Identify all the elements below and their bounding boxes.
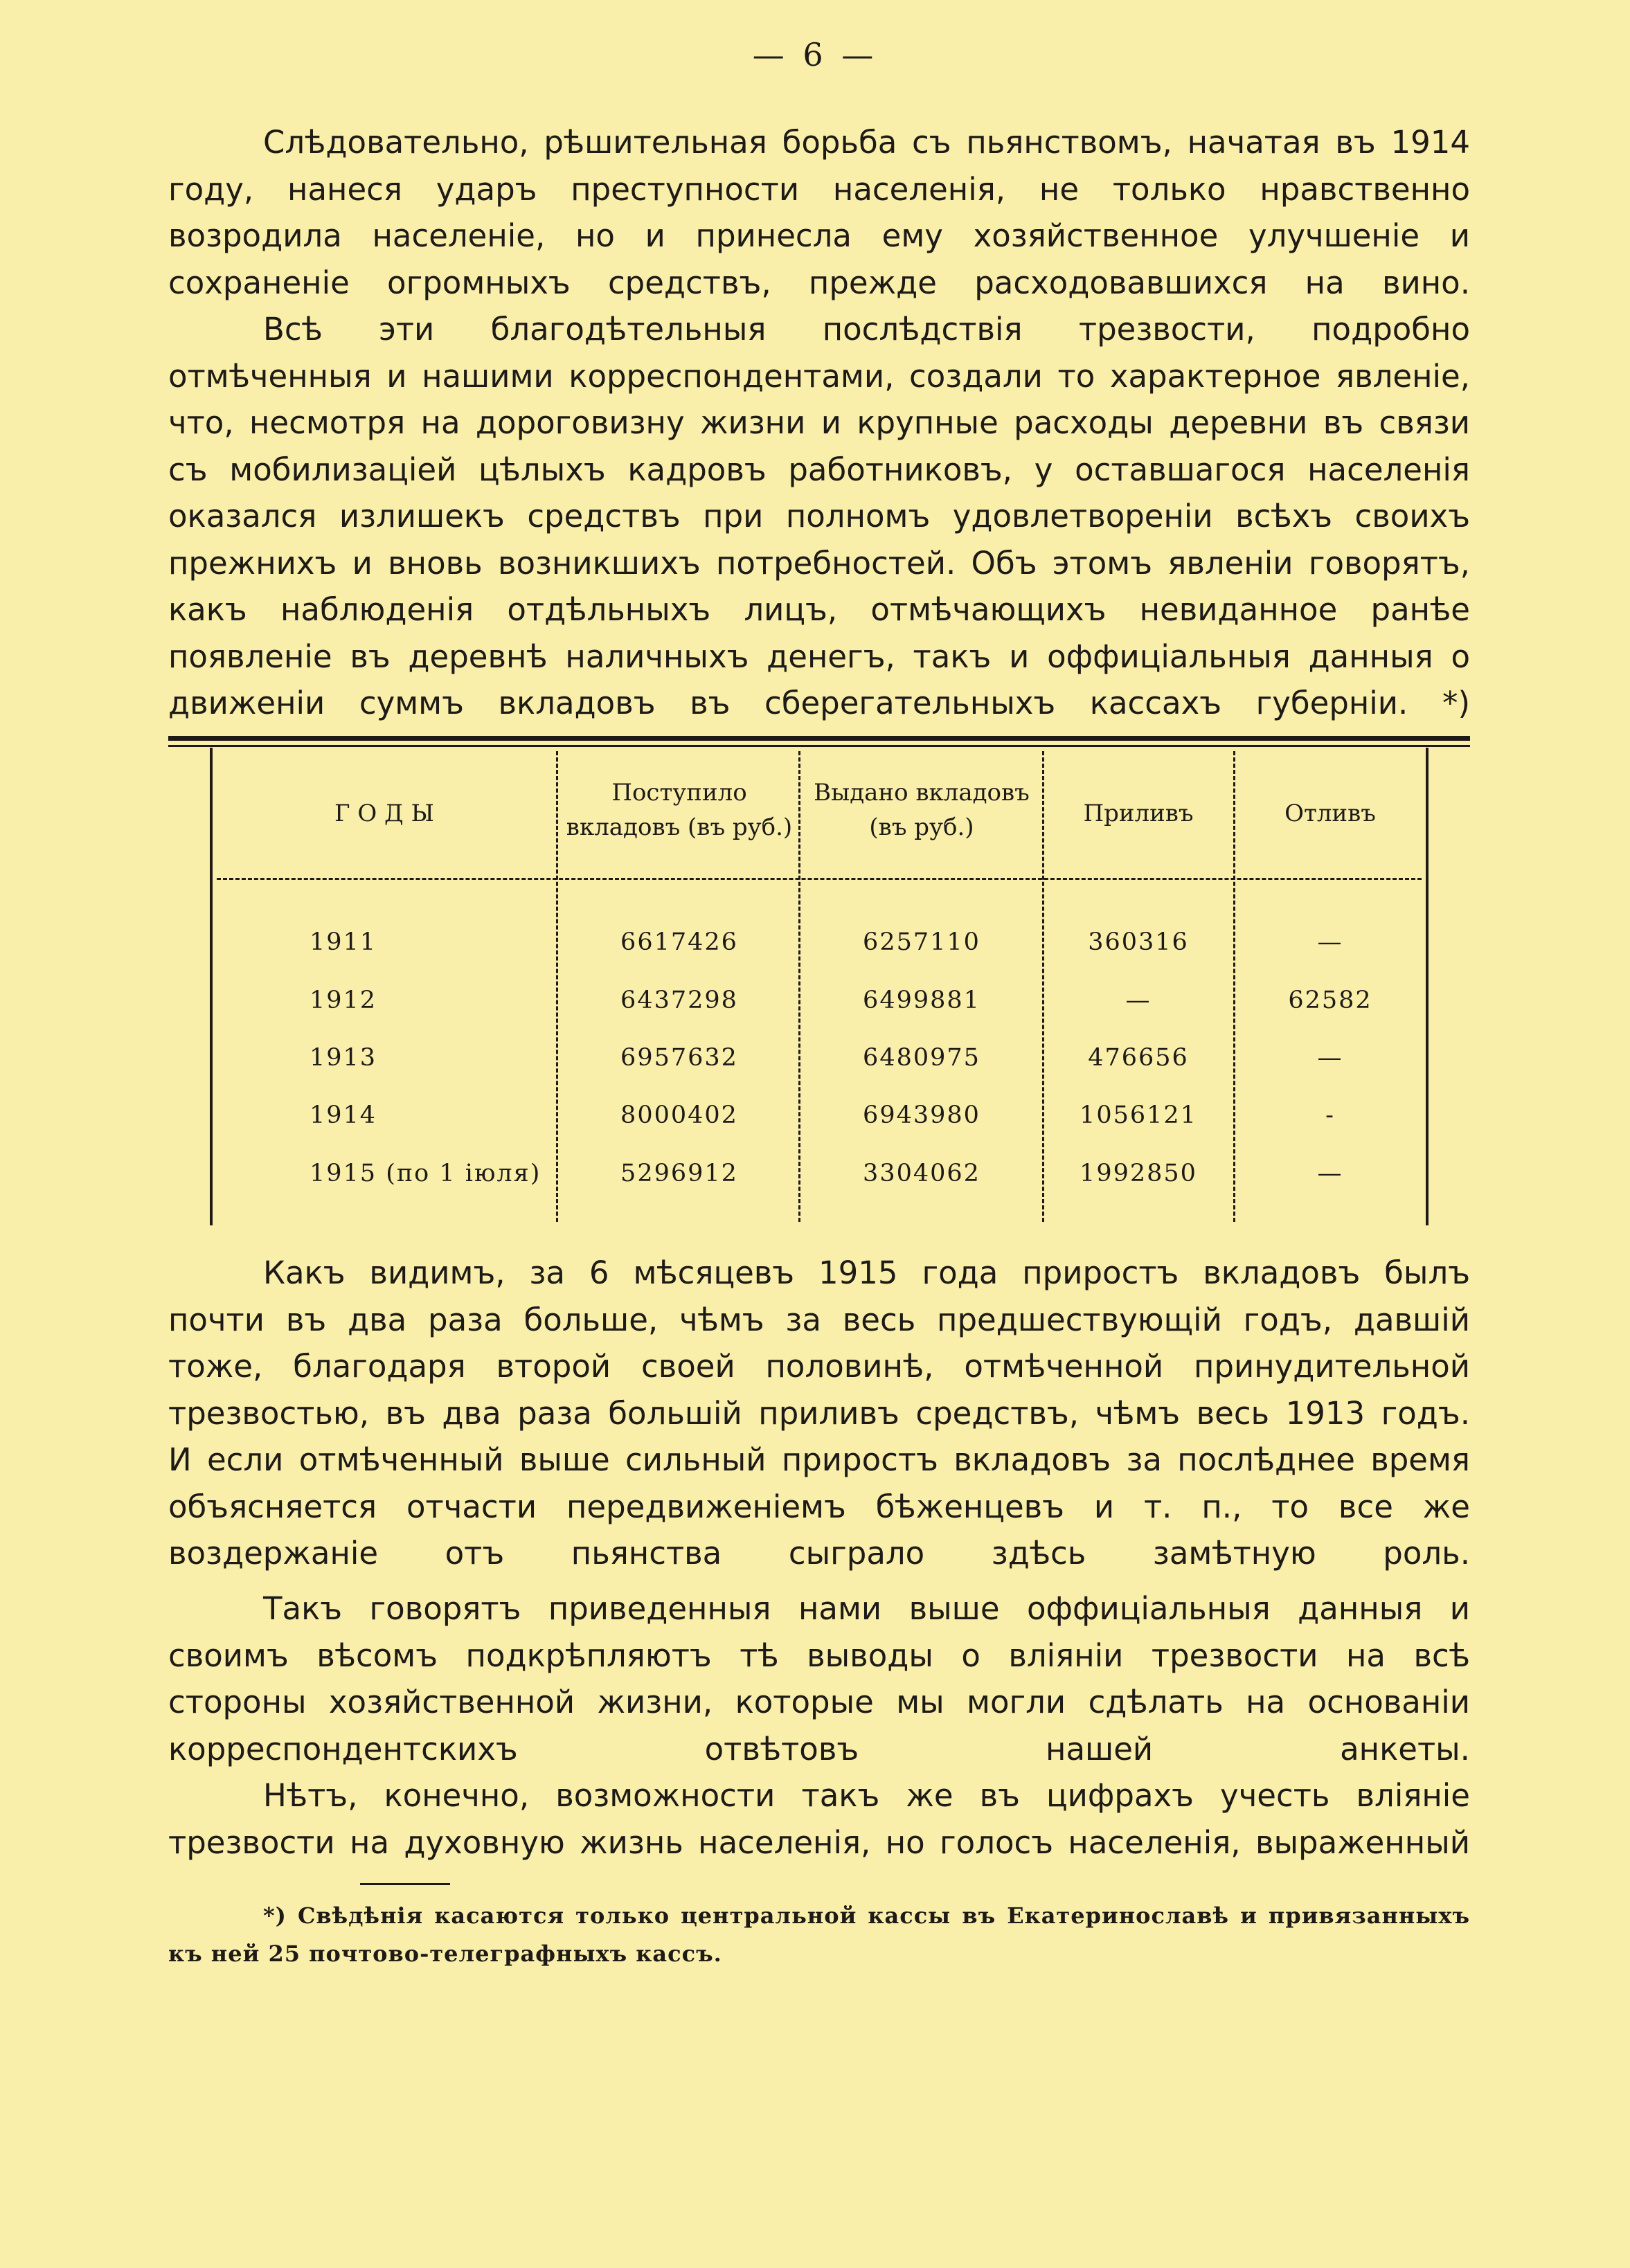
table-cell-year: 1913 [310,1044,377,1072]
table-cell-outflow: — [1317,928,1343,956]
table-cell-outflow: — [1317,1160,1343,1187]
footnote: *) Свѣдѣнія касаются только центральной кассы въ Екатеринославѣ и привязанныхъ къ ней 25 почтово-телеграфныхъ кассъ. [168,1902,1470,1967]
column-divider [556,751,558,1222]
paragraph-1: Слѣдовательно, рѣшительная борьба съ пьянствомъ, начатая въ 1914 году, нанеся ударъ преступности населенія, не только нравственно возродила населеніе, но и принесла ему хозяйственное улучшеніе и сохраненіе огромныхъ средствъ, прежде расходовавшихся на вино. [168,124,1470,301]
table-top-rule-thin [168,745,1470,747]
table-cell-deposited: 6957632 [620,1044,738,1072]
table-cell-withdrawn: 6499881 [863,987,980,1014]
header-inflow: Приливъ [1083,800,1194,827]
table-cell-withdrawn: 3304062 [863,1160,980,1187]
table-top-rule [168,736,1470,741]
paragraph-2: Всѣ эти благодѣтельныя послѣдствія трезвости, подробно отмѣченныя и нашими корреспондентами, создали то характерное явленіе, что, несмотря на дороговизну жизни и крупные расходы деревни въ связи съ мобилизаціей цѣлыхъ кадровъ работниковъ, у оставшагося населенія оказался излишекъ средствъ при полномъ удовлетвореніи всѣхъ своихъ прежнихъ и вновь возникшихъ потребностей. Объ этомъ явленіи говорятъ, какъ наблюденія отдѣльныхъ лицъ, отмѣчающихъ невиданное ранѣе появленіе въ деревнѣ наличныхъ денегъ, такъ и оффиціальныя данныя о движеніи суммъ вкладовъ въ сберегательныхъ кассахъ губерніи. *) [168,311,1470,721]
table-cell-inflow: 476656 [1088,1044,1189,1072]
footnote-rule [360,1883,450,1885]
table-cell-outflow: — [1317,1044,1343,1072]
column-divider [1233,751,1235,1222]
table-cell-outflow: - [1325,1101,1335,1129]
table-cell-inflow: 360316 [1088,928,1189,956]
paragraph-4: Такъ говорятъ приведенныя нами выше оффиціальныя данныя и своимъ вѣсомъ подкрѣпляютъ тѣ выводы о вліяніи трезвости на всѣ стороны хозяйственной жизни, которые мы могли сдѣлать на основаніи корреспондентскихъ отвѣтовъ нашей анкеты. [168,1590,1470,1767]
paragraph-3: Какъ видимъ, за 6 мѣсяцевъ 1915 года приростъ вкладовъ былъ почти въ два раза больше, чѣмъ за весь предшествующій годъ, давшій тоже, благодаря второй своей половинѣ, отмѣченной принудительной трезвостью, въ два раза большій приливъ средствъ, чѣмъ весь 1913 годъ. И если отмѣченный выше сильный приростъ вкладовъ за послѣднее время объясняется отчасти передвиженіемъ бѣженцевъ и т. п., то все же воздержаніе отъ пьянства сыграло здѣсь замѣтную роль. [168,1254,1470,1572]
table-cell-year: 1912 [310,987,377,1014]
header-divider [217,878,1422,880]
table-cell-inflow: — [1125,987,1152,1014]
table-cell-outflow: 62582 [1288,987,1372,1014]
table-cell-year: 1914 [310,1101,377,1129]
table-cell-withdrawn: 6480975 [863,1044,980,1072]
paragraph-5: Нѣтъ, конечно, возможности такъ же въ цифрахъ учесть вліяніе трезвости на духовную жизнь населенія, но голосъ населенія, выраженный [168,1777,1470,1861]
table-cell-inflow: 1056121 [1080,1101,1197,1129]
table-cell-year: 1915 (по 1 іюля) [310,1160,541,1187]
header-deposited: Поступило вкладовъ (въ руб.) [566,779,793,841]
table-cell-withdrawn: 6943980 [863,1101,980,1129]
header-years: Г О Д Ы [334,800,434,827]
table-cell-deposited: 8000402 [620,1101,738,1129]
table-cell-withdrawn: 6257110 [863,928,980,956]
table-cell-year: 1911 [310,928,377,956]
page-number: — 6 — [752,36,878,73]
deposits-table [168,748,1470,1232]
header-outflow: Отливъ [1284,800,1376,827]
column-divider [1042,751,1044,1222]
table-cell-deposited: 6437298 [620,987,738,1014]
table-cell-deposited: 6617426 [620,928,738,956]
header-withdrawn: Выдано вкладовъ (въ руб.) [814,779,1030,841]
column-divider [798,751,800,1222]
table-cell-inflow: 1992850 [1080,1160,1197,1187]
table-border-right [1426,748,1429,1225]
table-cell-deposited: 5296912 [620,1160,738,1187]
